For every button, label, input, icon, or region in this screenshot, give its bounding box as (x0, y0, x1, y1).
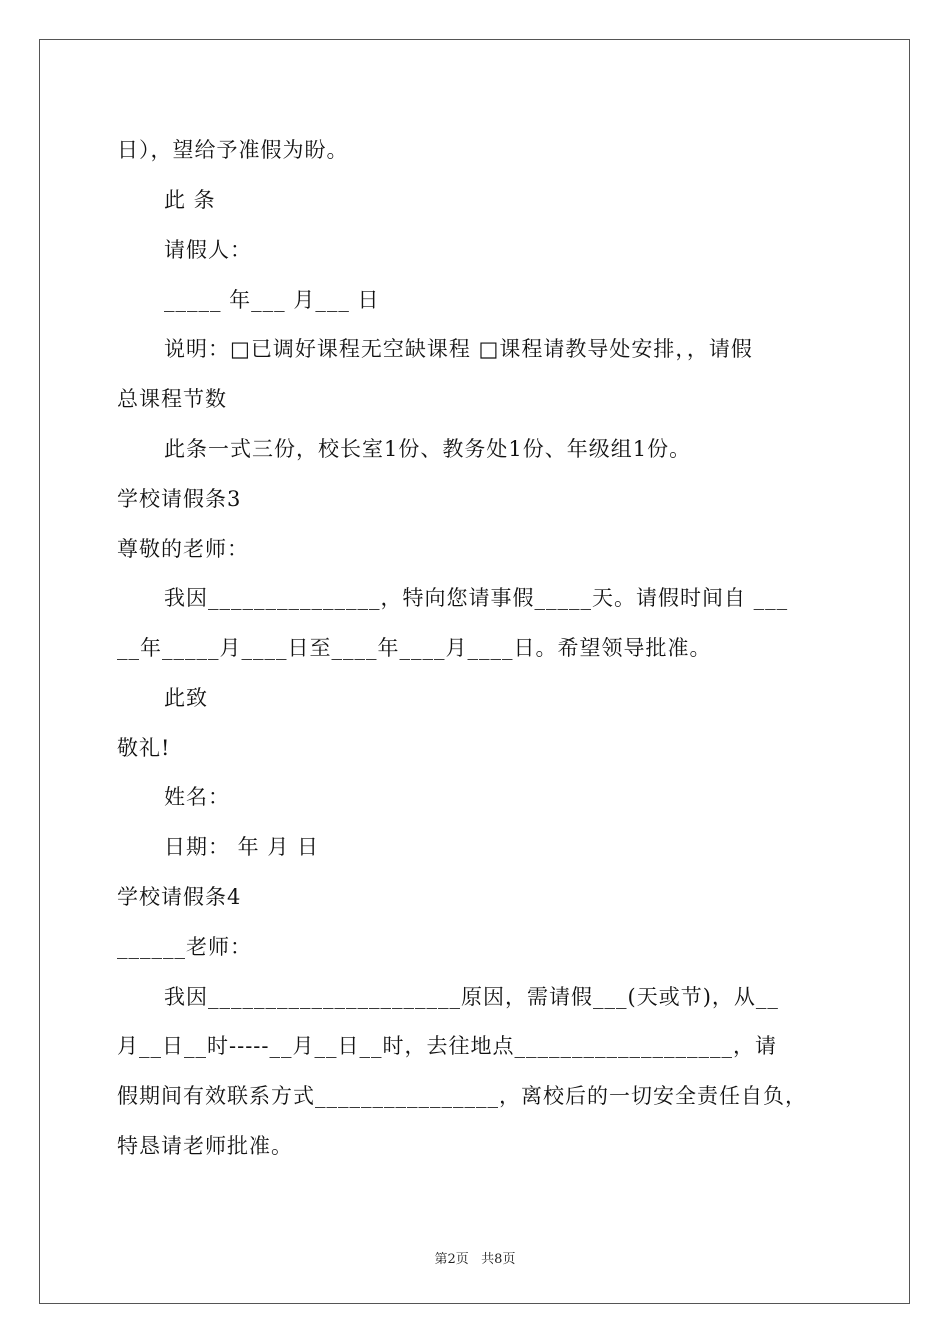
text-line: 我因_______________，特向您请事假_____天。请假时间自 ___ (164, 586, 789, 610)
text-line: 说明：□已调好课程无空缺课程 □课程请教导处安排，，请假 (164, 337, 753, 361)
text-line: 尊敬的老师： (117, 537, 249, 561)
text-line: __年_____月____日至____年____月____日。希望领导批准。 (117, 636, 712, 660)
text-line: 敬礼! (117, 736, 171, 760)
text-line: 此条一式三份，校长室1份、教务处1份、年级组1份。 (164, 437, 692, 461)
text-line: 请假人： (164, 238, 252, 262)
text-line: 我因______________________原因，需请假___(天或节)，从__ (164, 985, 779, 1009)
text-line: 此致 (164, 686, 208, 710)
section-heading: 学校请假条4 (117, 885, 242, 909)
section-heading: 学校请假条3 (117, 487, 242, 511)
page-frame (39, 39, 910, 1304)
text-line: 日），望给予准假为盼。 (117, 138, 349, 162)
text-line: 姓名： (164, 785, 230, 809)
text-line: 月__日__时-----__月__日__时，去往地点___________________，请 (117, 1034, 777, 1058)
text-line: 假期间有效联系方式________________，离校后的一切安全责任自负， (117, 1084, 807, 1108)
text-line: 日期： 年 月 日 (164, 835, 320, 859)
text-line: ______老师： (117, 935, 252, 959)
text-line: 总课程节数 (117, 387, 227, 411)
text-line: 特恳请老师批准。 (117, 1134, 293, 1158)
text-line: _____ 年___ 月___ 日 (164, 288, 380, 312)
page-footer: 第2页 共8页 (434, 1252, 516, 1267)
text-line: 此 条 (164, 188, 216, 212)
